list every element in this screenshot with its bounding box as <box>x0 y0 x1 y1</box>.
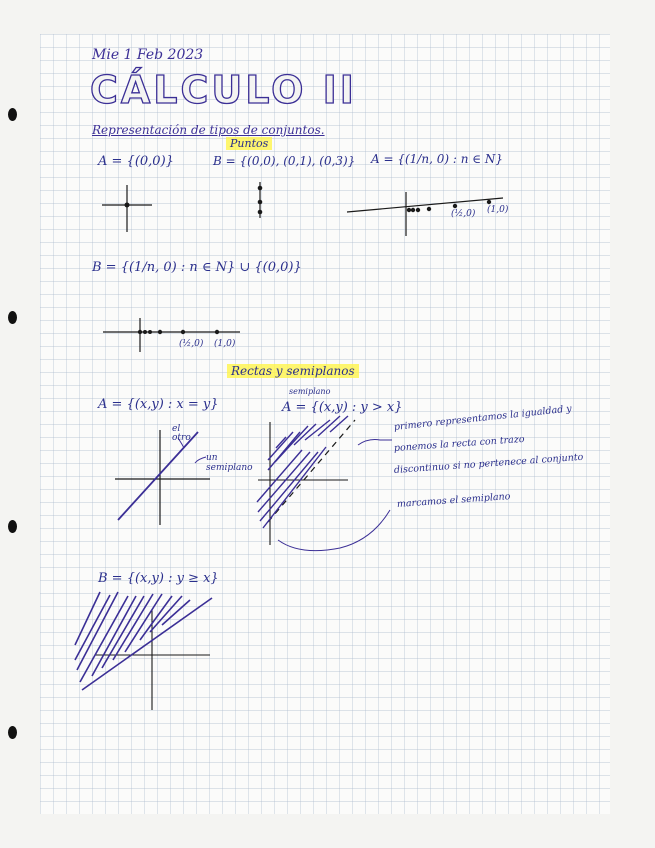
graph-halfplane-closed <box>75 592 212 710</box>
set-a2-halfplane: A = {(x,y) : y > x} <box>282 400 403 415</box>
point <box>416 208 420 212</box>
arrow-curve-halfplane <box>278 510 390 551</box>
graph-halfplane-strict <box>257 416 355 545</box>
set-a2-points: A = {(1/n, 0) : n ∈ N} <box>371 152 504 166</box>
label-b2-half: (½,0) <box>179 339 204 349</box>
graph-single-point <box>102 185 152 232</box>
section-points-label: Puntos <box>226 137 272 150</box>
point <box>143 330 147 334</box>
set-a-line: A = {(x,y) : x = y} <box>98 397 219 412</box>
graph-line-x-equals-y <box>115 430 210 525</box>
point <box>258 200 263 205</box>
small-label-semiplano: semiplano <box>289 387 331 396</box>
page-title: CÁLCULO II <box>90 68 357 112</box>
point <box>258 210 263 215</box>
point <box>411 208 415 212</box>
note-halfplane: marcamos el semiplano <box>396 491 511 510</box>
set-b-points: B = {(0,0), (0,1), (0,3)} <box>213 154 356 168</box>
point <box>215 330 219 334</box>
point <box>427 207 431 211</box>
label-un-semiplano: un semiplano <box>206 453 253 473</box>
point <box>181 330 185 334</box>
point <box>158 330 162 334</box>
label-b2-one: (1,0) <box>214 339 236 349</box>
note-line-1: primero representamos la igualdad y <box>393 403 573 433</box>
label-a2-one: (1,0) <box>487 205 509 215</box>
set-a-points: A = {(0,0)} <box>98 154 174 169</box>
point <box>487 200 491 204</box>
diagonal-line <box>118 432 198 520</box>
arrow-to-note <box>358 440 392 445</box>
graph-sequence-a <box>347 192 503 236</box>
note-line-3: discontinuo si no pertenece al conjunto <box>393 451 584 476</box>
section-heading: Representación de tipos de conjuntos. <box>92 123 325 137</box>
section-lines-title: Rectas y semiplanos <box>227 364 359 378</box>
point <box>258 186 263 191</box>
arrow-label-half <box>195 457 206 463</box>
date-text: Mie 1 Feb 2023 <box>92 47 204 63</box>
point <box>148 330 152 334</box>
point <box>138 330 142 334</box>
set-b2-points: B = {(1/n, 0) : n ∈ N} ∪ {(0,0)} <box>92 260 302 275</box>
note-line-2: ponemos la recta con trazo <box>393 433 525 454</box>
point <box>407 208 411 212</box>
set-b-halfplane: B = {(x,y) : y ≥ x} <box>98 571 219 586</box>
point <box>453 204 457 208</box>
label-el-otro: el otro <box>172 424 191 443</box>
point-origin <box>125 203 130 208</box>
label-a2-half: (½,0) <box>451 209 476 219</box>
